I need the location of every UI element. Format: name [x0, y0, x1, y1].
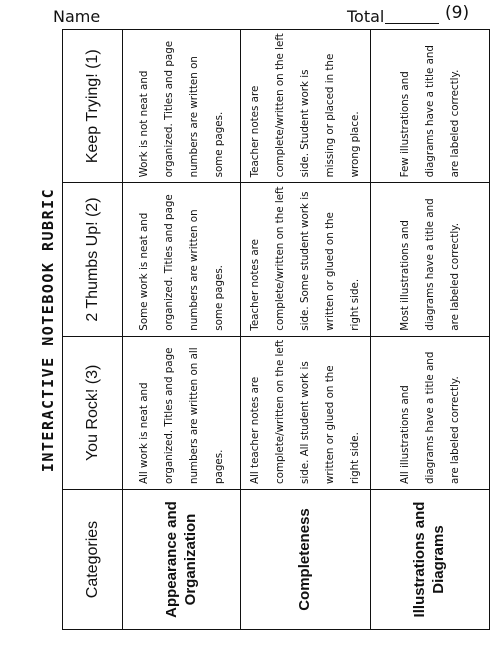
rubric-cell: All illustrations and diagrams have a title and are labeled correctly. — [371, 336, 490, 489]
column-header-level-3: You Rock! (3) — [63, 336, 123, 489]
rubric-cell: Some work is neat and organized. Titles and page numbers are written on some pages. — [123, 183, 241, 336]
rubric-cell: All work is neat and organized. Titles and page numbers are written on all pages. — [123, 336, 241, 489]
category-appearance: Appearance and Organization — [123, 490, 241, 630]
name-label: Name — [53, 7, 101, 26]
category-completeness: Completeness — [241, 490, 371, 630]
rubric-sheet — [34, 30, 480, 630]
rubric-cell: Most illustrations and diagrams have a title and are labeled correctly. — [371, 183, 490, 336]
rubric-cell: Teacher notes are complete/written on the left side. Student work is missing or placed in the wrong place. — [241, 30, 371, 183]
total-label: Total — [347, 7, 385, 26]
column-header-level-1: Keep Trying! (1) — [63, 30, 123, 183]
table-row — [241, 30, 371, 630]
total-points: (9) — [445, 3, 470, 23]
table-row — [123, 30, 241, 630]
total-blank-line[interactable] — [385, 23, 439, 24]
rubric-table — [62, 29, 490, 630]
rubric-cell: Few illustrations and diagrams have a title and are labeled correctly. — [371, 30, 490, 183]
column-header-categories: Categories — [63, 490, 123, 630]
rubric-title: INTERACTIVE NOTEBOOK RUBRIC — [39, 187, 57, 473]
rubric-cell: All teacher notes are complete/written on the left side. All student work is written or glued on the right side. — [241, 336, 371, 489]
column-header-level-2: 2 Thumbs Up! (2) — [63, 183, 123, 336]
rubric-cell: Work is not neat and organized. Titles and page numbers are written on some pages. — [123, 30, 241, 183]
category-illustrations: Illustrations and Diagrams — [371, 490, 490, 630]
rubric-header-row — [63, 30, 123, 630]
table-row — [371, 30, 490, 630]
rubric-cell: Teacher notes are complete/written on the left side. Some student work is written or glued on the right side. — [241, 183, 371, 336]
